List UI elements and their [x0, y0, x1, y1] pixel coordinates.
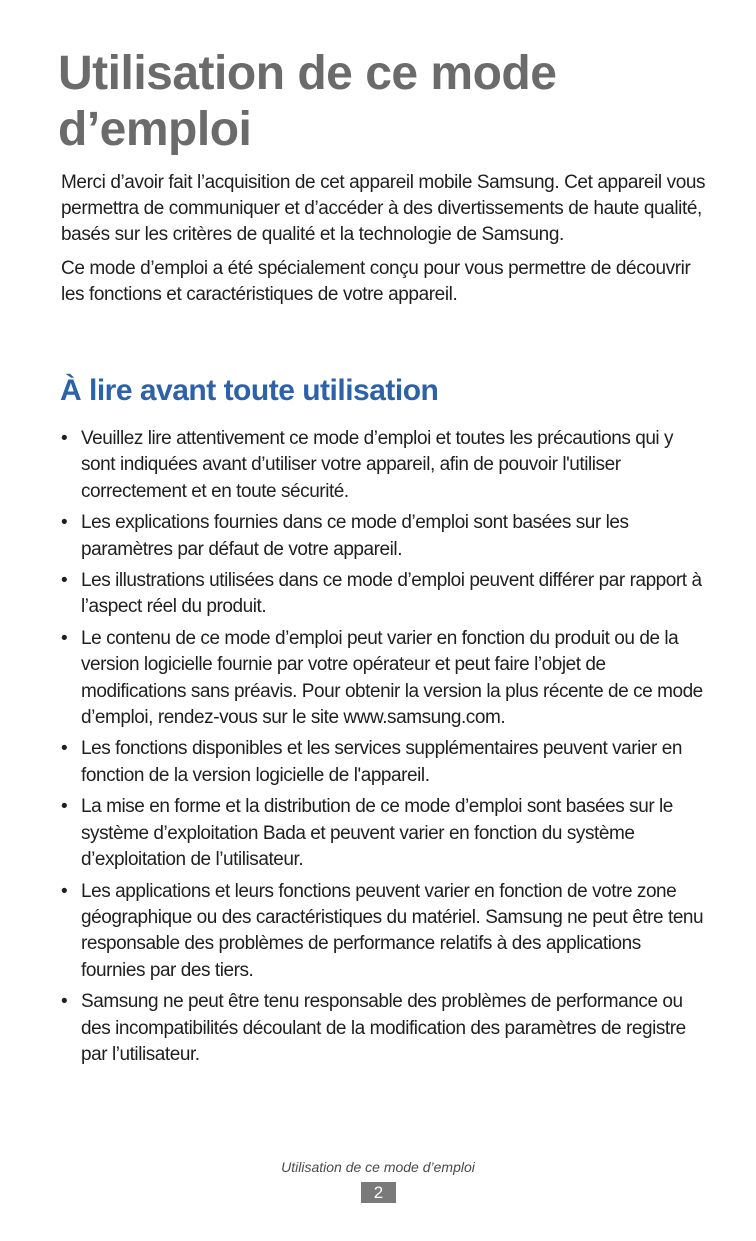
list-item [61, 510, 709, 563]
list-item-text: Les explications fournies dans ce mode d’emploi sont basées sur les paramètres par défaut de votre appareil. [81, 512, 629, 560]
bullet-icon: • [61, 512, 68, 534]
footer-running-title: Utilisation de ce mode d’emploi [281, 1159, 475, 1175]
list-item [61, 794, 709, 873]
list-item [61, 426, 709, 505]
list-item [61, 626, 709, 732]
list-item-text: Les illustrations utilisées dans ce mode d’emploi peuvent différer par rapport à l’aspect réel du produit. [81, 570, 702, 618]
bullet-icon: • [61, 796, 68, 818]
list-item-text: Le contenu de ce mode d’emploi peut varier en fonction du produit ou de la version logicielle fournie par votre opérateur et peut faire l’objet de modifications sans préavis. Pour obtenir la version la plus récente de ce mode d’emploi, rendez-vous sur le site www.samsung.com. [81, 627, 703, 729]
list-item [61, 736, 709, 789]
intro-paragraph: Merci d’avoir fait l’acquisition de cet appareil mobile Samsung. Cet appareil vous permettra de communiquer et d’accéder à des divertissements de haute qualité, basés sur les critères de qualité et la technologie de Samsung. [61, 172, 706, 245]
list-item [61, 879, 709, 985]
bullet-icon: • [61, 428, 68, 449]
bullet-icon: • [61, 570, 68, 592]
list-item-text: Veuillez lire attentivement ce mode d’emploi et toutes les précautions qui y sont indiquées avant d’utiliser votre appareil, afin de pouvoir l'utiliser correctement et en toute sécurité. [81, 428, 674, 502]
intro-paragraph: Ce mode d’emploi a été spécialement conçu pour vous permettre de découvrir les fonctions et caractéristiques de votre appareil. [61, 258, 691, 305]
page-title: Utilisation de ce mode d’emploi [58, 47, 557, 156]
bullet-icon: • [61, 880, 68, 902]
list-item [61, 989, 709, 1068]
page-number-badge: 2 [361, 1182, 396, 1203]
precautions-list [61, 426, 709, 1073]
list-item-text: Les fonctions disponibles et les services supplémentaires peuvent varier en fonction de la version logicielle de l'appareil. [81, 738, 682, 786]
bullet-icon: • [61, 738, 68, 760]
bullet-icon: • [61, 627, 68, 649]
intro-section [61, 170, 709, 316]
list-item-text: La mise en forme et la distribution de ce mode d’emploi sont basées sur le système d’exploitation Bada et peuvent varier en fonction du système d’exploitation de l’utilisateur. [81, 796, 673, 871]
list-item-text: Les applications et leurs fonctions peuvent varier en fonction de votre zone géographique ou des caractéristiques du matériel. Samsung ne peut être tenu responsable des problèmes de performance relatifs à des applications fournies par des tiers. [81, 880, 704, 981]
section-heading: À lire avant toute utilisation [60, 374, 439, 407]
bullet-icon: • [61, 991, 68, 1013]
list-item-text: Samsung ne peut être tenu responsable des problèmes de performance ou des incompatibilités découlant de la modification des paramètres de registre par l’utilisateur. [81, 991, 686, 1065]
list-item [61, 568, 709, 621]
